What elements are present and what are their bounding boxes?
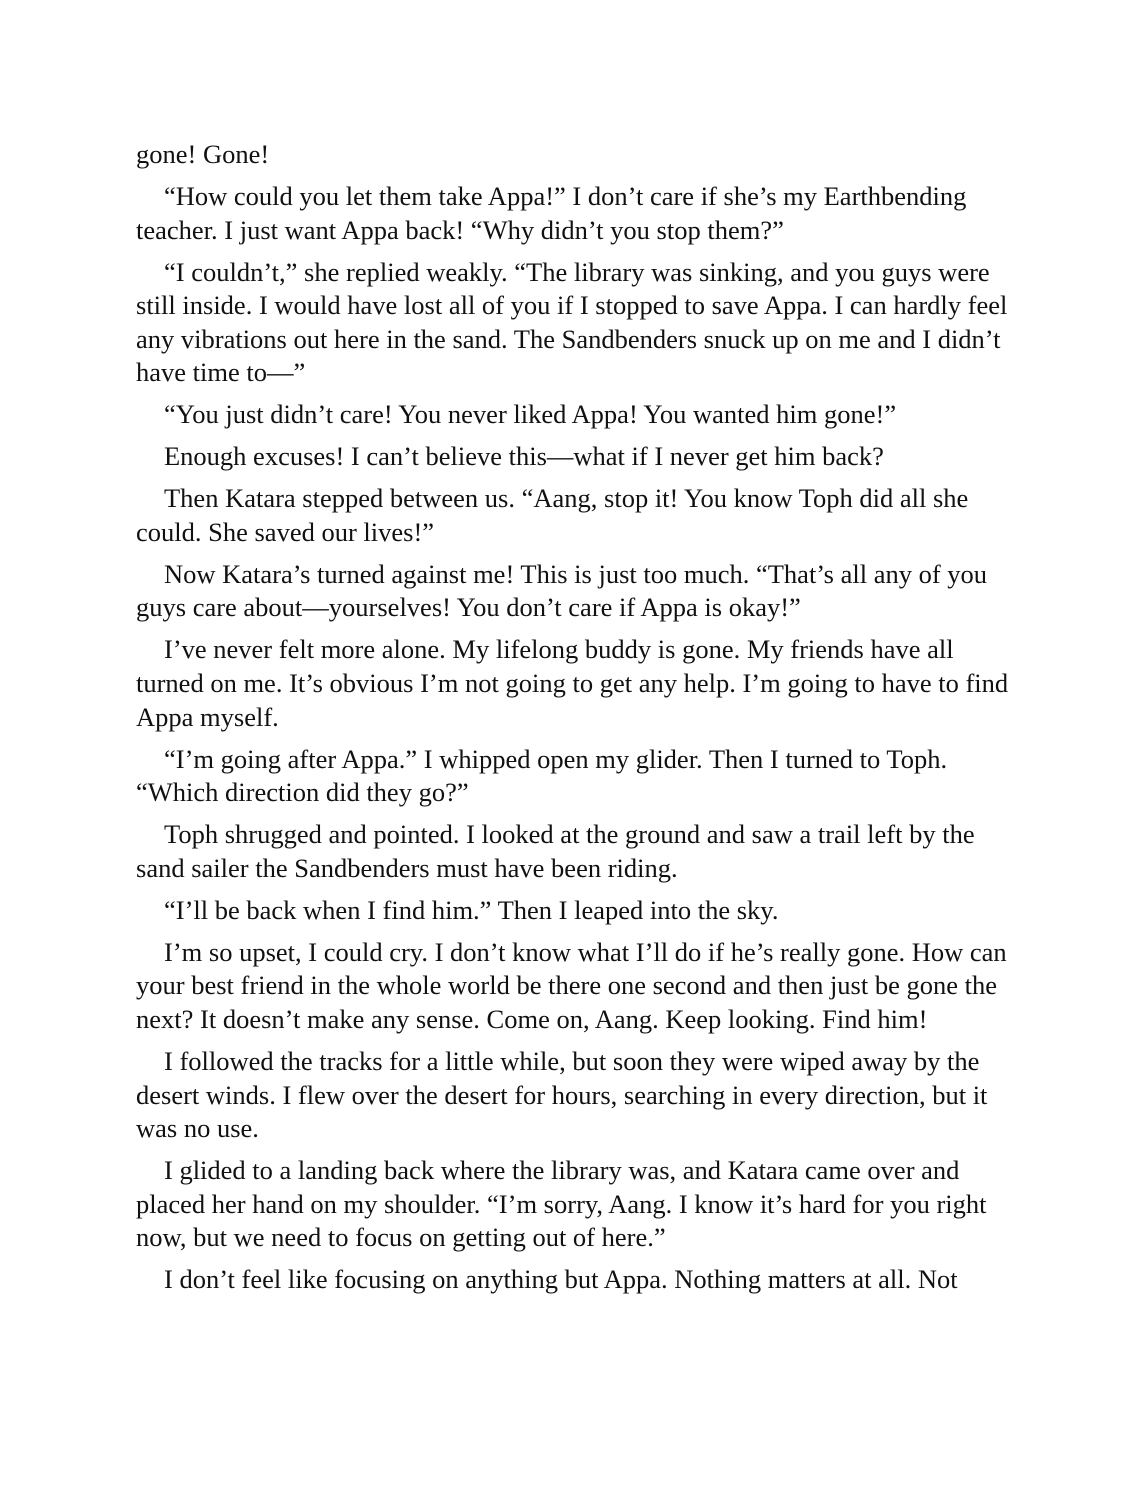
paragraph: “How could you let them take Appa!” I don’t care if she’s my Earthbending teacher. I just want Appa back! “Why didn’t you stop them?” (136, 180, 967, 245)
paragraph: Then Katara stepped between us. “Aang, stop it! You know Toph did all she could. She saved our lives!” (136, 483, 969, 547)
page-body (136, 138, 1016, 1305)
paragraph: I’ve never felt more alone. My lifelong buddy is gone. My friends have all turned on me. It’s obvious I’m not going to get any help. I’m going to have to find Appa myself. (136, 634, 1009, 732)
paragraph: “I’m going after Appa.” I whipped open my glider. Then I turned to Toph. “Which direction did they go?” (136, 743, 948, 808)
paragraph: Toph shrugged and pointed. I looked at the ground and saw a trail left by the sand sailer the Sandbenders must have been riding. (136, 819, 975, 883)
paragraph: I glided to a landing back where the library was, and Katara came over and placed her hand on my shoulder. “I’m sorry, Aang. I know it’s hard for you right now, but we need to focus on getting out of here.” (136, 1155, 987, 1253)
paragraph: “You just didn’t care! You never liked Appa! You wanted him gone!” (164, 399, 897, 430)
paragraph: “I couldn’t,” she replied weakly. “The library was sinking, and you guys were still inside. I would have lost all of you if I stopped to save Appa. I can hardly feel any vibrations out here in the sand. The Sandbenders snuck up on me and I didn’t have time to—” (136, 256, 1008, 388)
paragraph: Enough excuses! I can’t believe this—what if I never get him back? (164, 441, 884, 472)
paragraph: gone! Gone! (136, 139, 270, 169)
paragraph: I followed the tracks for a little while, but soon they were wiped away by the desert winds. I flew over the desert for hours, searching in every direction, but it was no use. (136, 1045, 988, 1144)
paragraph: I don’t feel like focusing on anything but Appa. Nothing matters at all. Not (164, 1264, 958, 1295)
paragraph: Now Katara’s turned against me! This is just too much. “That’s all any of you guys care about—yourselves! You don’t care if Appa is okay!” (136, 558, 988, 623)
paragraph: “I’ll be back when I find him.” Then I leaped into the sky. (164, 894, 779, 925)
paragraph: I’m so upset, I could cry. I don’t know what I’ll do if he’s really gone. How can your best friend in the whole world be there one second and then just be gone the next? It doesn’t make any sense. Come on, Aang. Keep looking. Find him! (136, 936, 1007, 1034)
